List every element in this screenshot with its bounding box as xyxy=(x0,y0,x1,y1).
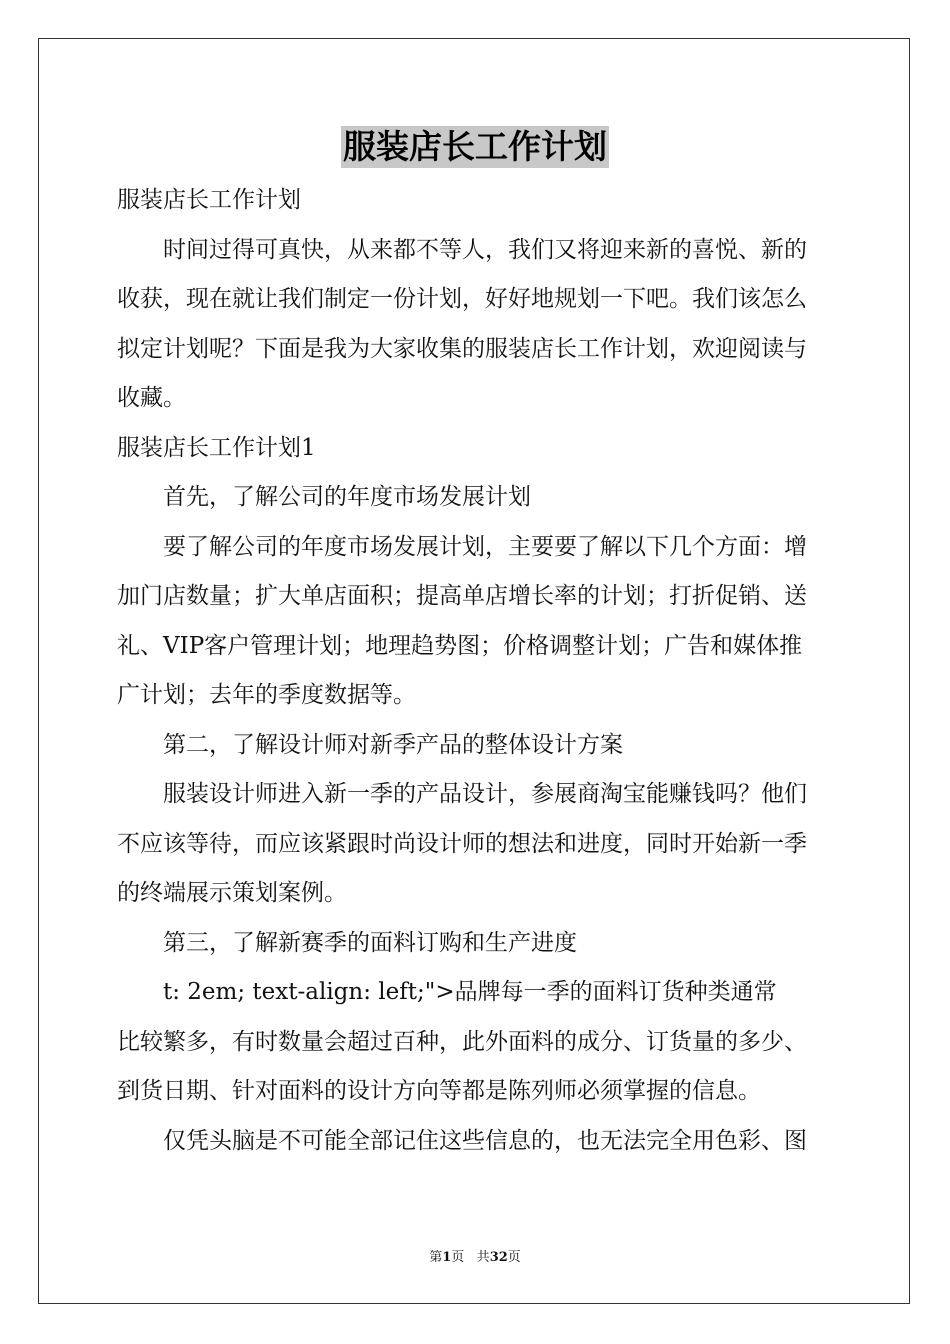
text-line: 第三，了解新赛季的面料订购和生产进度 xyxy=(163,929,577,956)
total-suffix: 页 xyxy=(507,1250,521,1265)
text-line: 到货日期、针对面料的设计方向等都是陈列师必须掌握的信息。 xyxy=(117,1078,761,1104)
document-title: 服装店长工作计划 xyxy=(343,127,607,166)
text-line: 服装店长工作计划 xyxy=(117,187,301,213)
text-line: 首先，了解公司的年度市场发展计划 xyxy=(163,484,531,510)
text-line: 加门店数量；扩大单店面积；提高单店增长率的计划；打折促销、送 xyxy=(117,583,807,609)
text-line: 拟定计划呢？下面是我为大家收集的服装店长工作计划，欢迎阅读与 xyxy=(117,335,807,362)
text-line: 服装设计师进入新一季的产品设计，参展商淘宝能赚钱吗？他们 xyxy=(163,781,807,807)
text-line: 礼、VIP客户管理计划；地理趋势图；价格调整计划；广告和媒体推 xyxy=(117,632,803,659)
section-heading: 服装店长工作计划1 xyxy=(117,434,316,461)
text-line: 的终端展示策划案例。 xyxy=(117,880,347,906)
page-number: 1 xyxy=(442,1250,452,1265)
title-container xyxy=(0,126,950,168)
page-footer xyxy=(0,1246,950,1265)
text-line: 时间过得可真快，从来都不等人，我们又将迎来新的喜悦、新的 xyxy=(163,236,807,263)
document-body xyxy=(117,176,833,1166)
text-line: t: 2em; text-align: left;">品牌每一季的面料订货种类通常 xyxy=(163,979,777,1005)
text-line: 收获，现在就让我们制定一份计划，好好地规划一下吧。我们该怎么 xyxy=(117,286,807,312)
text-line: 广计划；去年的季度数据等。 xyxy=(117,682,416,708)
page-prefix: 第 xyxy=(429,1250,443,1265)
total-prefix: 共 xyxy=(476,1250,490,1265)
text-line: 比较繁多，有时数量会超过百种，此外面料的成分、订货量的多少、 xyxy=(117,1028,807,1055)
text-line: 不应该等待，而应该紧跟时尚设计师的想法和进度，同时开始新一季 xyxy=(117,830,807,857)
text-line: 要了解公司的年度市场发展计划，主要要了解以下几个方面：增 xyxy=(163,533,807,560)
page-suffix: 页 xyxy=(451,1250,465,1265)
text-line: 收藏。 xyxy=(117,385,186,411)
total-pages: 32 xyxy=(489,1250,508,1265)
text-line: 仅凭头脑是不可能全部记住这些信息的，也无法完全用色彩、图 xyxy=(163,1127,807,1154)
text-line: 第二，了解设计师对新季产品的整体设计方案 xyxy=(163,731,623,758)
